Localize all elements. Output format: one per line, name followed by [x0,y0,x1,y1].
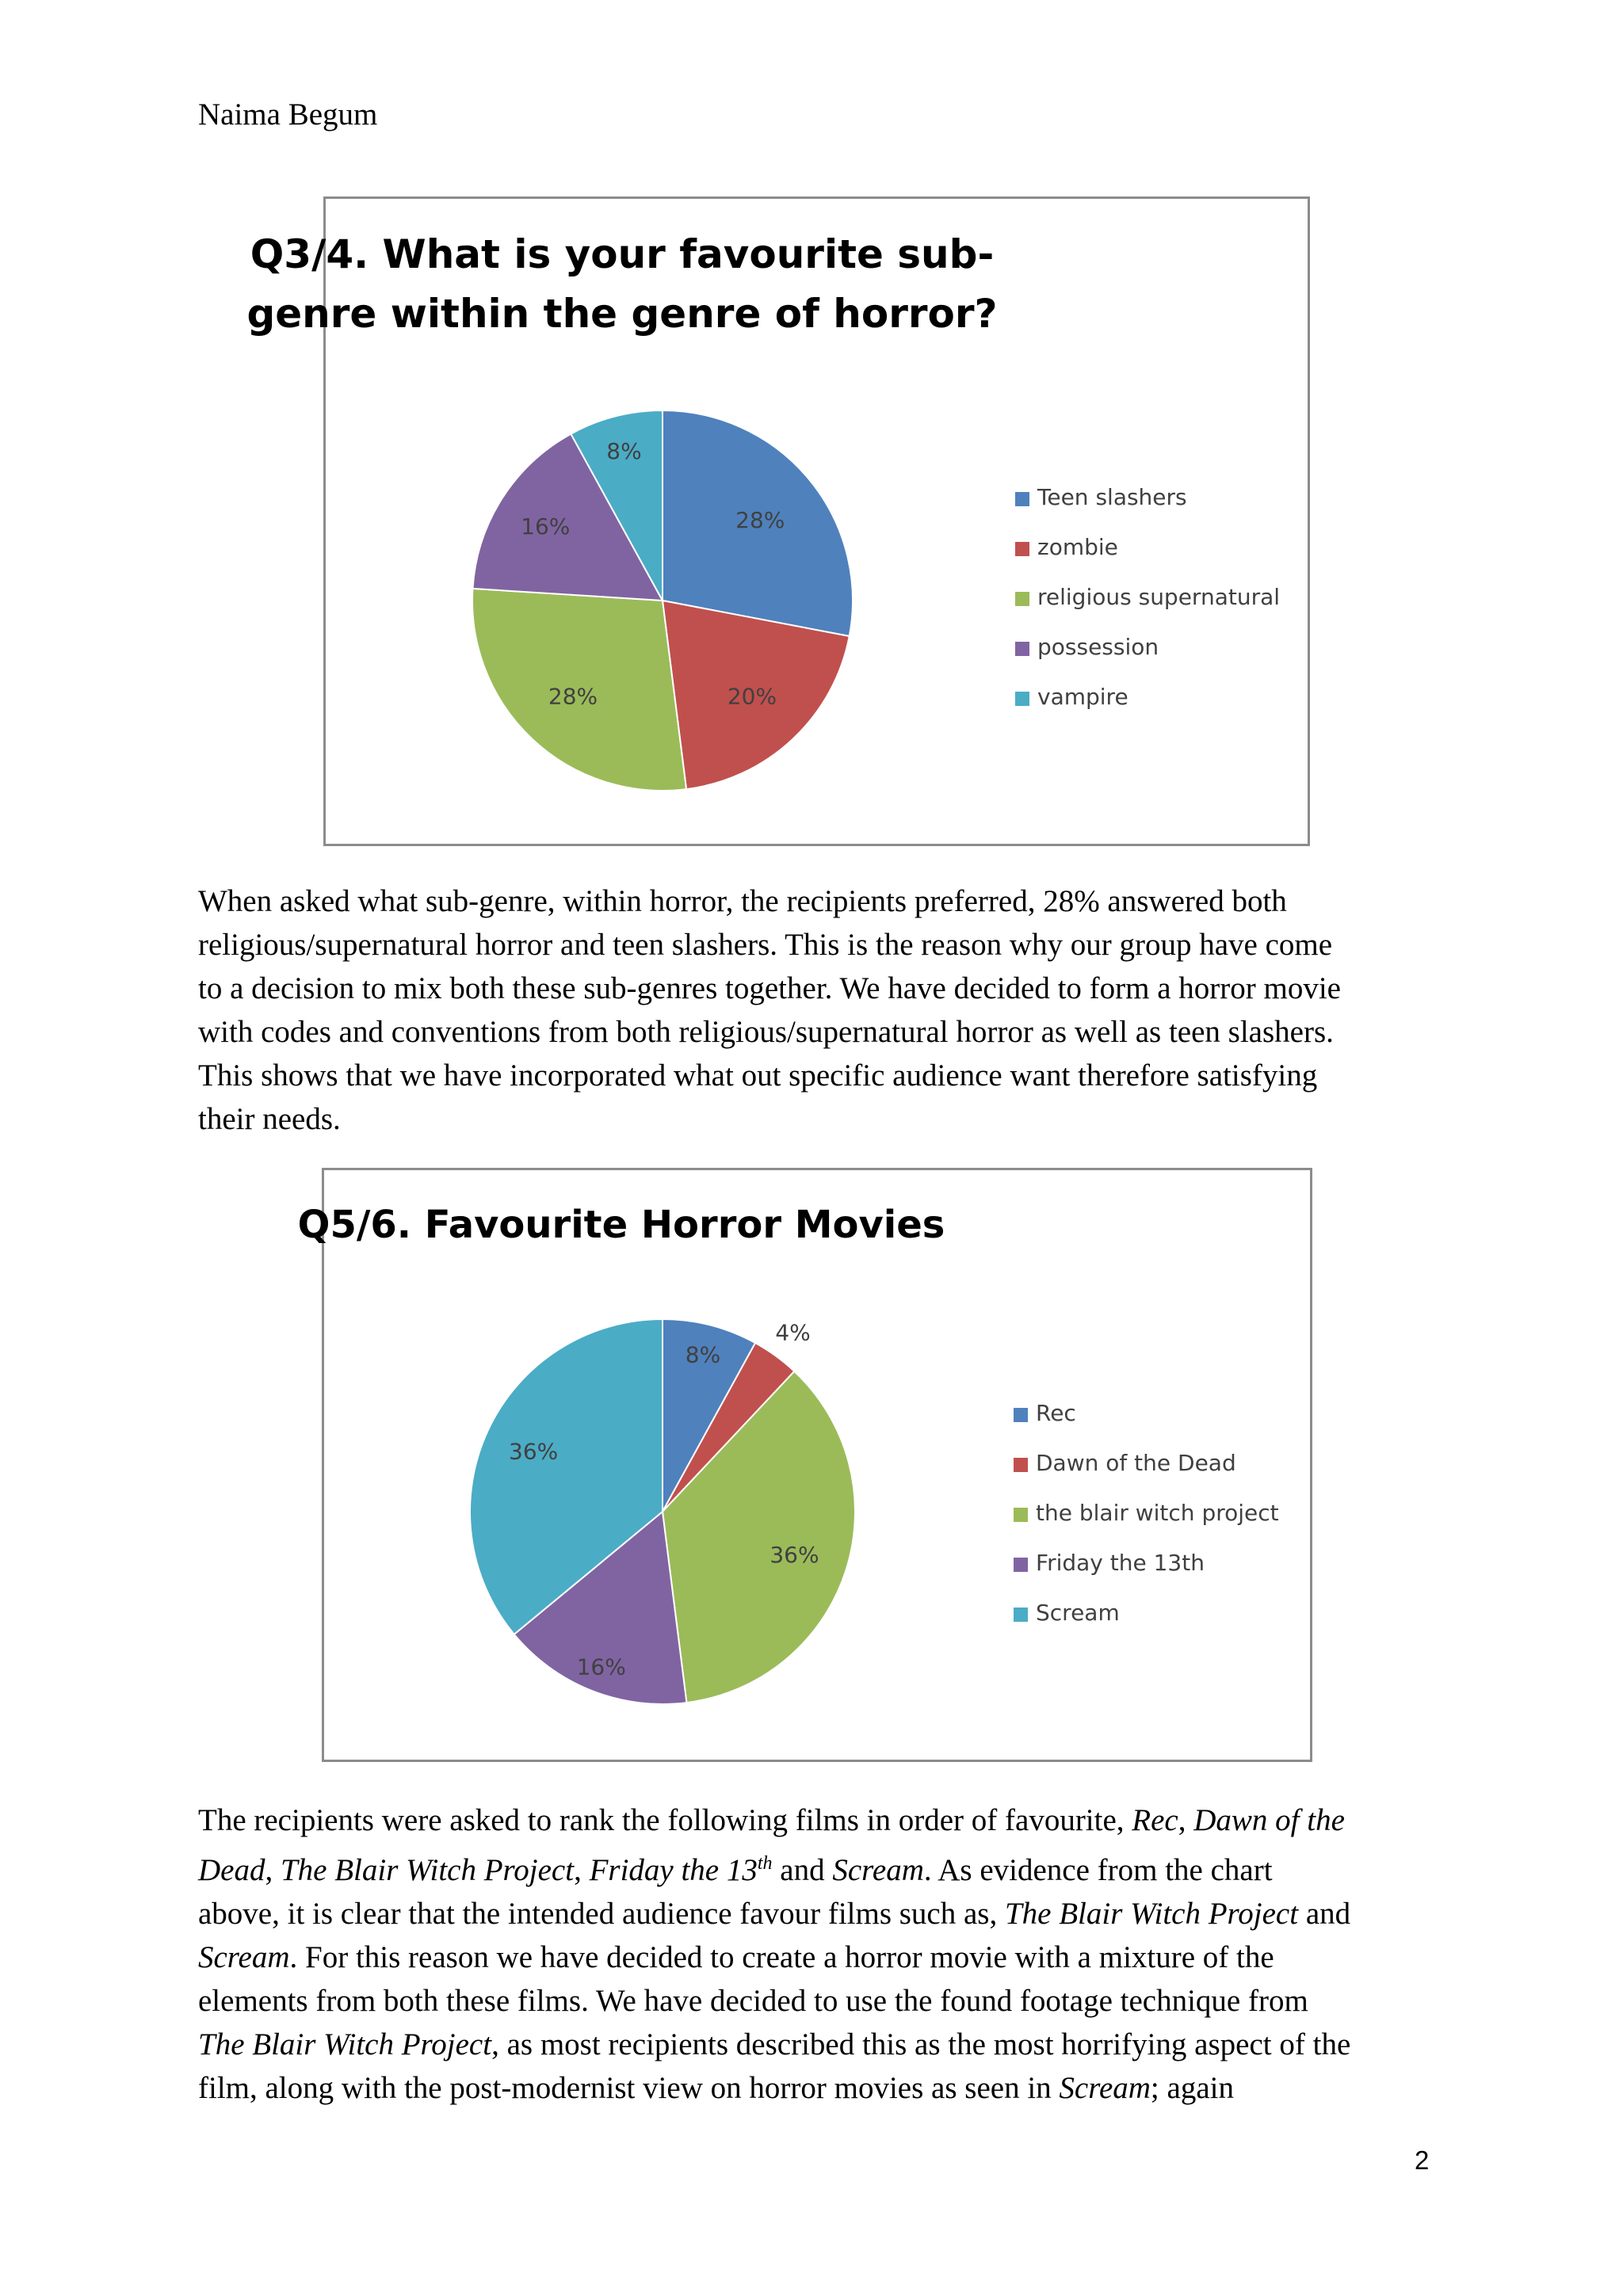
legend-label: Scream [1036,1600,1120,1626]
legend-swatch [1015,542,1029,556]
legend-swatch [1014,1608,1028,1622]
paragraph-line: with codes and conventions from both religious/supernatural horror as well as teen slashers. [198,1015,1334,1049]
chart-title-line: Q3/4. What is your favourite sub- [250,231,995,277]
chart-title-line: Q5/6. Favourite Horror Movies [297,1203,945,1247]
paragraph-line: their needs. [198,1102,341,1136]
legend-label: vampire [1037,684,1128,710]
movies-pie-svg [297,1170,1310,1760]
data-label: 20% [727,683,777,710]
chart-title-line: genre within the genre of horror? [246,291,998,337]
data-label: 36% [509,1438,559,1465]
data-label: 4% [775,1319,811,1346]
legend-swatch [1015,492,1029,506]
data-label: 36% [769,1542,819,1569]
paragraph-line: elements from both these films. We have decided to use the found footage technique from [198,1984,1308,2018]
paragraph-line: When asked what sub-genre, within horror, the recipients preferred, 28% answered both [198,884,1287,918]
legend-label: zombie [1037,534,1118,560]
legend-label: possession [1037,634,1159,660]
paragraph-line: to a decision to mix both these sub-genres together. We have decided to form a horror movie [198,971,1341,1005]
data-label: 8% [685,1341,721,1368]
data-label: 16% [521,513,571,540]
data-label: 28% [735,507,785,534]
paragraph-line: The recipients were asked to rank the following films in order of favourite, Rec, Dawn of the [198,1803,1345,1837]
legend-swatch [1015,642,1029,656]
author-name: Naima Begum [198,97,378,132]
page-number: 2 [1415,2145,1430,2175]
legend-swatch [1015,592,1029,606]
paragraph-subgenre [198,879,1450,1141]
paragraph-line: Dead, The Blair Witch Project, Friday the 13th and Scream. As evidence from the chart [198,1853,1273,1887]
legend-swatch [1014,1458,1028,1472]
movies-pie-chart [297,1168,1312,1762]
data-label: 8% [606,438,642,465]
legend-label: Rec [1036,1400,1076,1426]
data-label: 28% [548,683,598,710]
legend-swatch [1014,1408,1028,1422]
legend-label: Teen slashers [1037,484,1187,510]
subgenre-pie-svg [246,199,1308,844]
paragraph-line: Scream. For this reason we have decided to create a horror movie with a mixture of the [198,1940,1274,1974]
legend-label: the blair witch project [1036,1500,1279,1526]
legend-label: Friday the 13th [1036,1550,1205,1576]
paragraph-line: religious/supernatural horror and teen slashers. This is the reason why our group have come [198,928,1333,962]
paragraph-line: above, it is clear that the intended audience favour films such as, The Blair Witch Project and [198,1897,1351,1931]
paragraph-line: The Blair Witch Project, as most recipients described this as the most horrifying aspect of the [198,2027,1351,2061]
legend-label: religious supernatural [1037,584,1281,610]
subgenre-pie-chart [246,196,1310,846]
legend-swatch [1014,1508,1028,1522]
data-label: 16% [576,1653,626,1680]
legend-swatch [1015,692,1029,706]
paragraph-line: This shows that we have incorporated what out specific audience want therefore satisfying [198,1058,1318,1093]
paragraph-line: film, along with the post-modernist view on horror movies as seen in Scream; again [198,2071,1234,2105]
paragraph-movies [198,1798,1450,2110]
legend-swatch [1014,1558,1028,1572]
legend-label: Dawn of the Dead [1036,1450,1236,1476]
